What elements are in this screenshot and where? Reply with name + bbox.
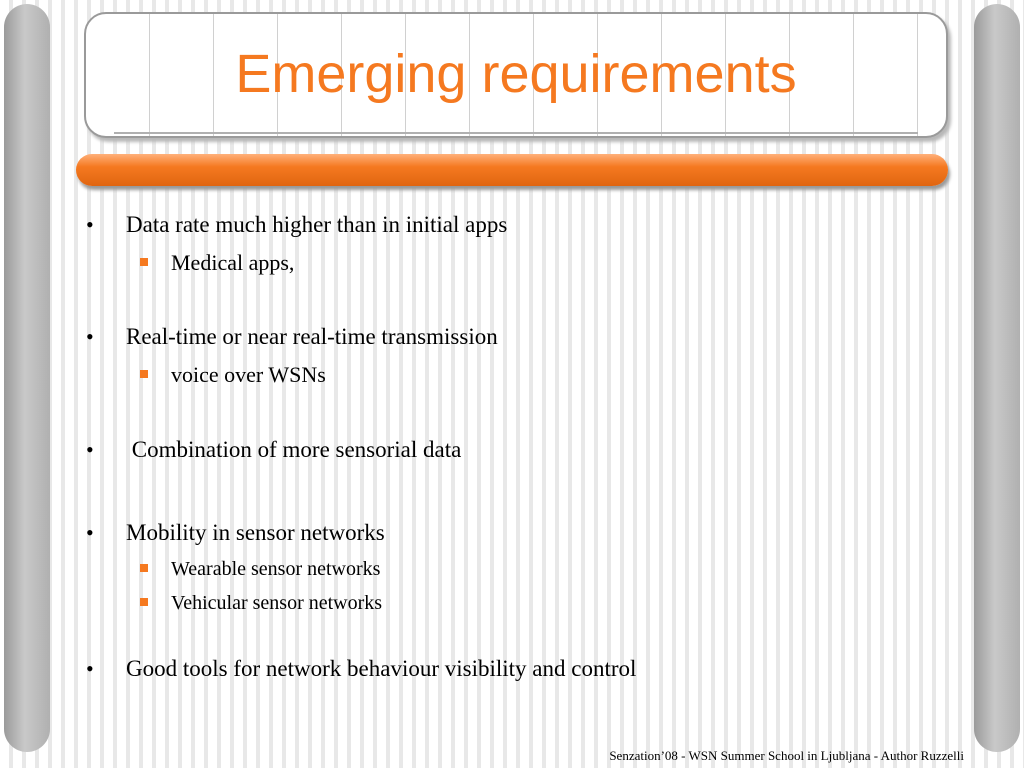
sub-bullet-item: voice over WSNs [171, 362, 326, 387]
sub-bullet-item: Vehicular sensor networks [171, 592, 383, 614]
bullet-marker: • [86, 437, 94, 462]
bullet-item: Real-time or near real-time transmission [126, 324, 498, 349]
sub-bullet-marker [140, 258, 148, 266]
bullet-item: Mobility in sensor networks [126, 520, 385, 545]
sub-bullet-marker [140, 598, 148, 606]
slide-title: Emerging requirements [235, 44, 797, 104]
bullet-item: Data rate much higher than in initial apps [126, 212, 508, 237]
bullet-marker: • [86, 324, 94, 349]
bullet-item: Good tools for network behaviour visibility and control [126, 656, 637, 681]
slide-footer: Senzation’08 - WSN Summer School in Ljubljana - Author Ruzzelli [609, 748, 964, 763]
sub-bullet-item: Medical apps, [171, 250, 295, 275]
bullet-marker: • [86, 656, 94, 681]
bullet-item: Combination of more sensorial data [126, 437, 462, 462]
bullet-marker: • [86, 520, 94, 545]
bullet-marker: • [86, 212, 94, 237]
sub-bullet-item: Wearable sensor networks [171, 558, 381, 580]
sub-bullet-marker [140, 370, 148, 378]
sub-bullet-marker [140, 564, 148, 572]
